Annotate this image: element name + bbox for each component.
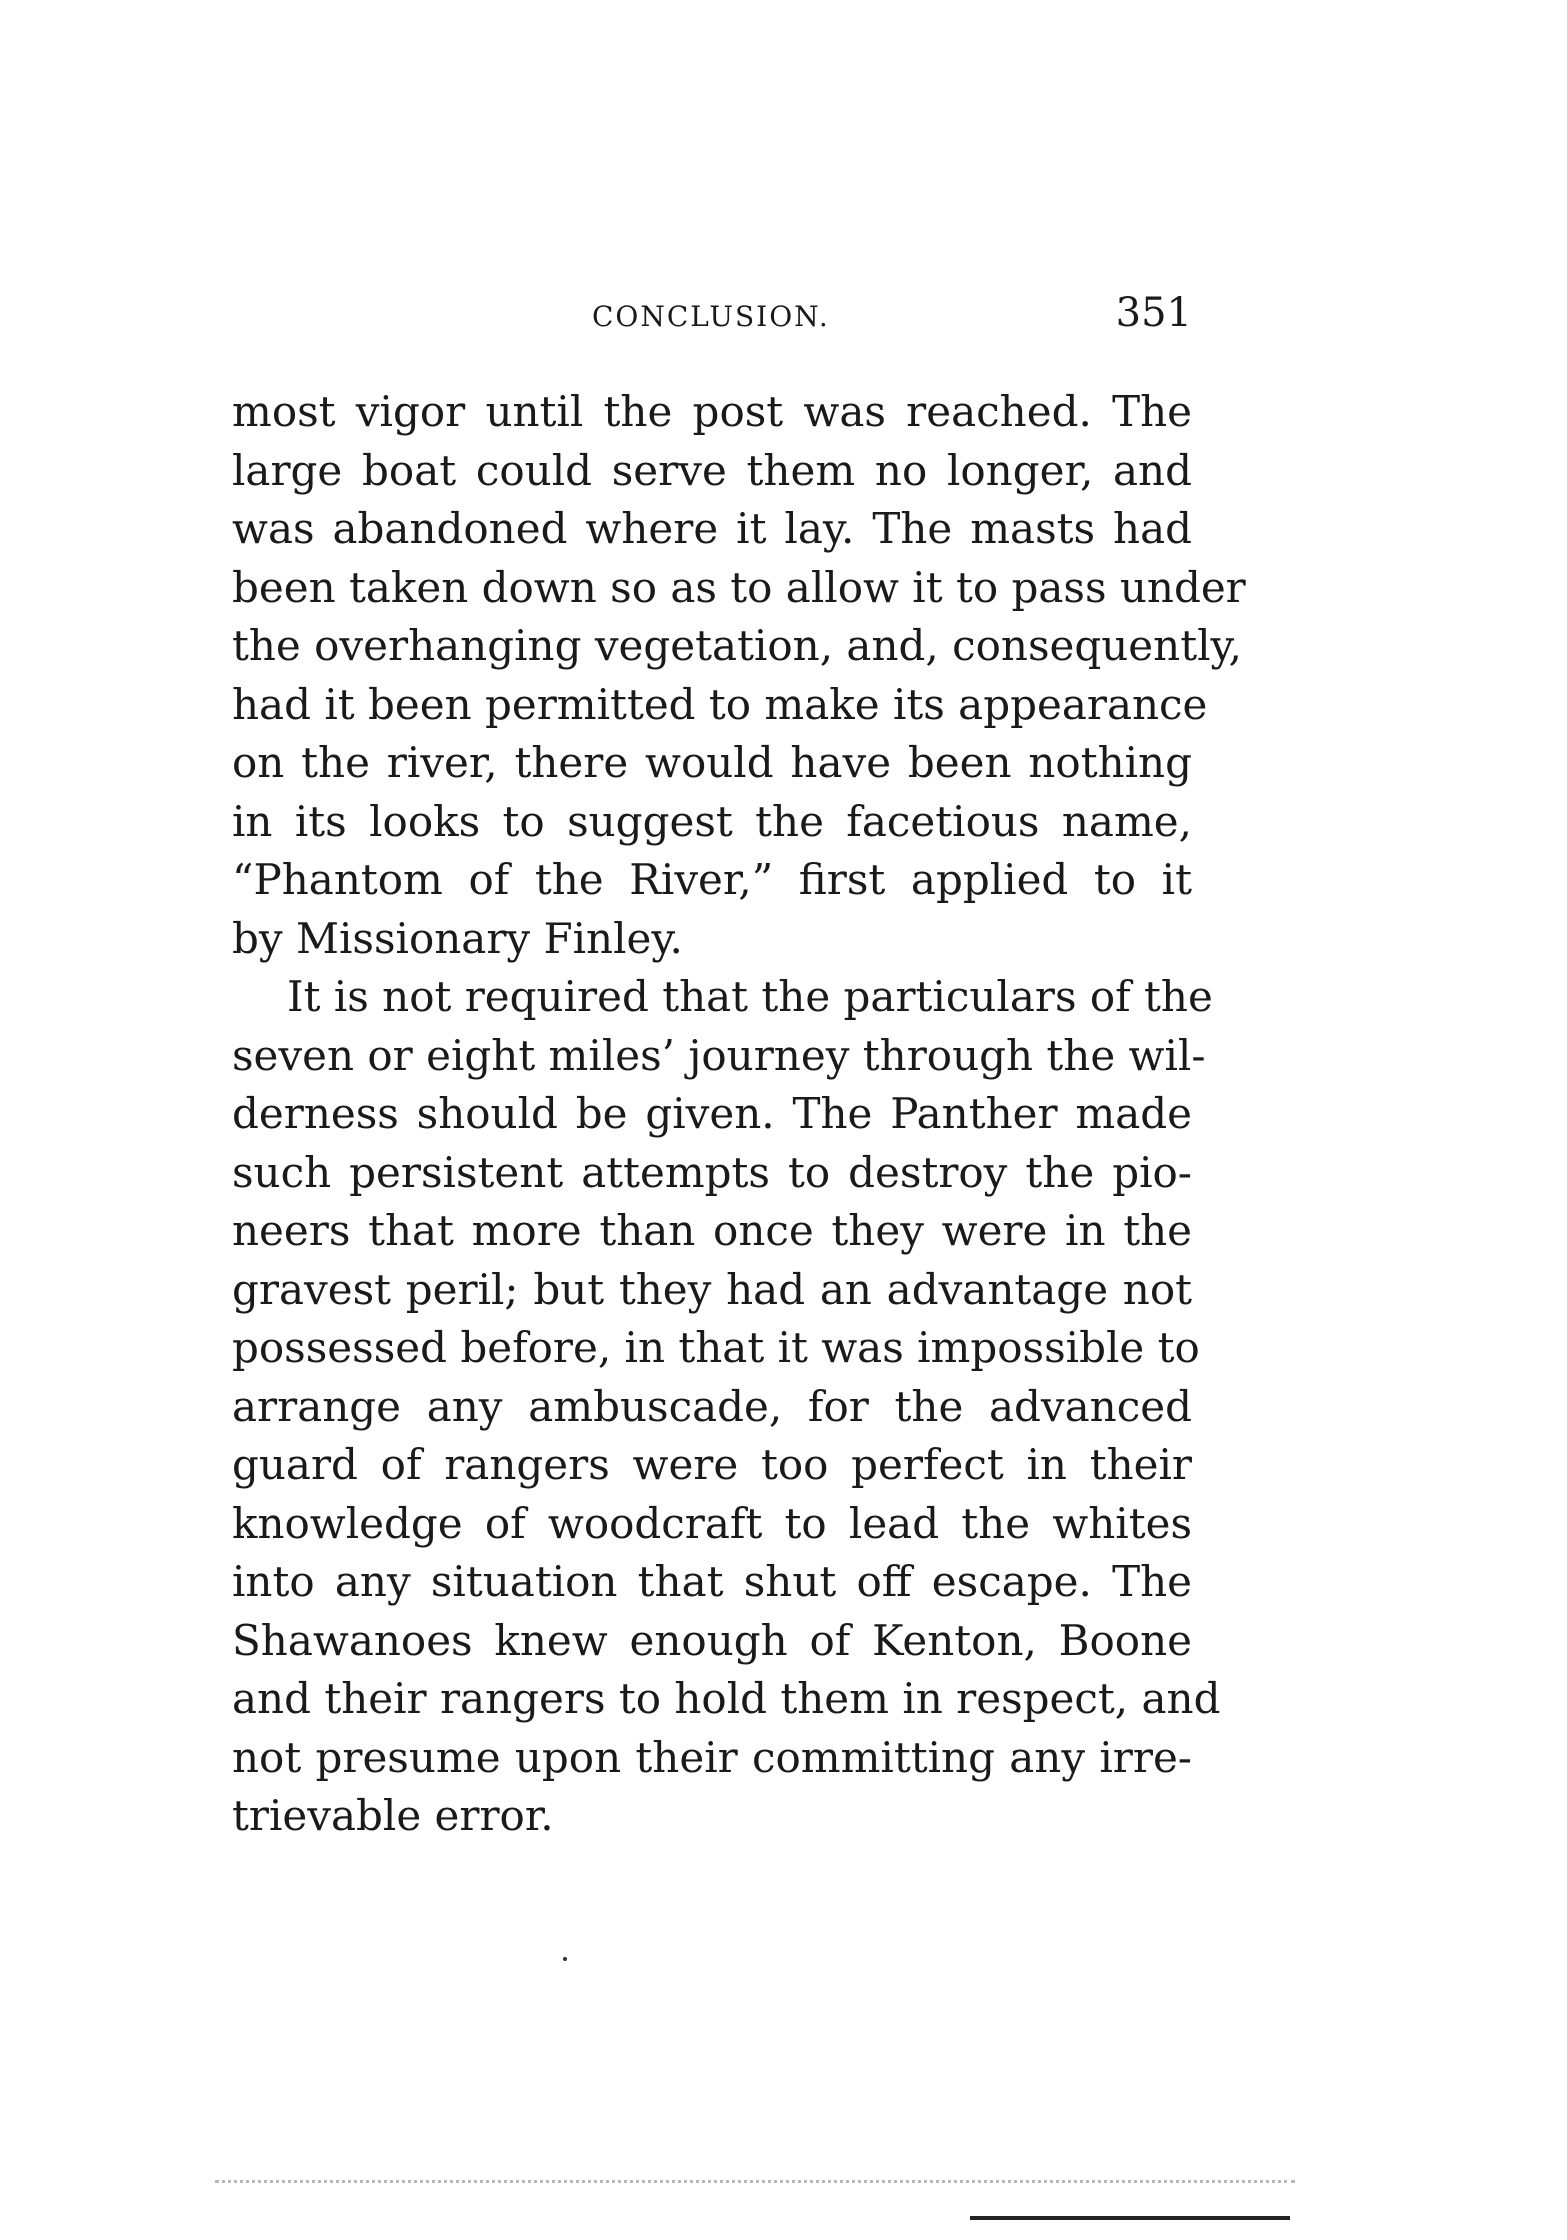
chapter-title: CONCLUSION. bbox=[592, 300, 830, 333]
page-number: 351 bbox=[1115, 290, 1192, 336]
text-line: possessed before, in that it was impossible to bbox=[232, 1323, 1200, 1372]
text-line: gravest peril; but they had an advantage not bbox=[232, 1264, 1192, 1314]
text-line: was abandoned where it lay. The masts had bbox=[232, 504, 1192, 553]
text-line: Shawanoes knew enough of Kenton, Boone bbox=[232, 1615, 1192, 1665]
text-line: most vigor until the post was reached. The bbox=[232, 387, 1192, 436]
text-line: not presume upon their committing any irre- bbox=[232, 1732, 1192, 1782]
text-line: and their rangers to hold them in respect, and bbox=[232, 1674, 1221, 1723]
text-line: guard of rangers were too perfect in their bbox=[232, 1440, 1192, 1489]
text-line: the overhanging vegetation, and, consequently, bbox=[232, 621, 1243, 670]
text-line: derness should be given. The Panther made bbox=[232, 1089, 1192, 1138]
text-line: “Phantom of the River,” first applied to it bbox=[232, 855, 1192, 904]
paragraph-first-line: It is not required that the particulars of the bbox=[287, 972, 1213, 1021]
print-speck bbox=[563, 1957, 567, 1961]
running-head bbox=[232, 290, 1192, 350]
text-line: into any situation that shut off escape. The bbox=[232, 1557, 1192, 1606]
text-line: had it been permitted to make its appearance bbox=[232, 679, 1208, 729]
text-line: seven or eight miles’ journey through the wil- bbox=[232, 1030, 1206, 1080]
text-line: by Missionary Finley. bbox=[232, 913, 683, 963]
text-line: been taken down so as to allow it to pass under bbox=[232, 562, 1246, 612]
text-line: on the river, there would have been nothing bbox=[232, 738, 1192, 787]
text-line: such persistent attempts to destroy the pio- bbox=[232, 1147, 1192, 1197]
scan-artifact-dots bbox=[215, 2180, 1295, 2193]
text-line: large boat could serve them no longer, and bbox=[232, 445, 1192, 495]
bottom-rule bbox=[970, 2216, 1290, 2220]
text-line: arrange any ambuscade, for the advanced bbox=[232, 1381, 1192, 1431]
text-line: neers that more than once they were in the bbox=[232, 1206, 1192, 1255]
text-line: trievable error. bbox=[232, 1791, 554, 1840]
body-text bbox=[232, 383, 1246, 1846]
text-line: in its looks to suggest the facetious name, bbox=[232, 796, 1192, 846]
text-line: knowledge of woodcraft to lead the whites bbox=[232, 1498, 1192, 1548]
